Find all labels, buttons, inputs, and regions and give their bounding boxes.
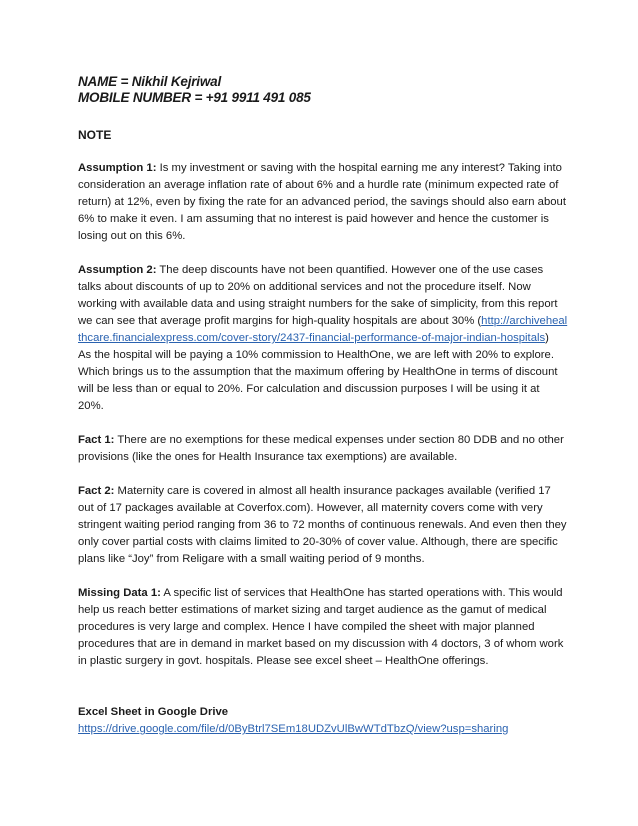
assumption-1-text: Is my investment or saving with the hospital earning me any interest? Taking into consideration an average inflation rate of about 6% and a hurdle rate (minimum expected rate of return) at 12%, even by fixing the rate for an advanced period, the savings should also earn about 6% to make it even. I am assuming that no interest is paid however and hence the customer is losing out on this 6%. (78, 162, 566, 242)
assumption-2-text: The deep discounts have not been quantified. However one of the use cases talks about discounts of up to 20% on additional services and not the procedure itself. Now working with available data and using straight numbers for the sake of simplicity, from this report we can see that average profit margins for high-quality hospitals are about 30% (78, 264, 558, 327)
link-open-paren: ( (477, 315, 482, 327)
assumption-1-paragraph (78, 160, 568, 245)
assumption-1-label: Assumption 1: (78, 162, 157, 174)
document-page (78, 74, 568, 738)
google-drive-link[interactable]: https://drive.google.com/file/d/0ByBtrl7SEm18UDZvUlBwWTdTbzQ/view?usp=sharing (78, 723, 509, 735)
fact-1-text: There are no exemptions for these medical expenses under section 80 DDB and no other provisions (like the ones for Health Insurance tax exemptions) are available. (78, 434, 564, 463)
fact-1-label: Fact 1: (78, 434, 115, 446)
fact-1-paragraph (78, 432, 568, 466)
link-close-paren: ) (545, 332, 549, 344)
note-heading: NOTE (78, 128, 112, 142)
missing-data-1-label: Missing Data 1: (78, 587, 161, 599)
fact-2-text: Maternity care is covered in almost all health insurance packages available (verified 17 out of 17 packages available at Coverfox.com). However, all maternity covers come with very stringent waiting period ranging from 36 to 72 months of continuous renewals. And even then they only cover partial costs with claims limited to 20-30% of cover value. Although, there are specific plans like “Joy” from Religare with a small waiting period of 9 months. (78, 485, 567, 565)
assumption-2-paragraph (78, 262, 568, 347)
missing-data-1-paragraph (78, 585, 568, 670)
mobile-line: MOBILE NUMBER = +91 9911 491 085 (78, 90, 311, 105)
financial-express-link[interactable]: http://archivehealthcare.financialexpress.com/cover-story/2437-financial-performance-of-major-indian-hospitals (78, 315, 568, 344)
fact-2-paragraph (78, 483, 568, 568)
fact-2-label: Fact 2: (78, 485, 115, 497)
excel-sheet-heading-text: Excel Sheet in Google Drive (78, 706, 229, 718)
missing-data-1-text: A specific list of services that HealthOne has started operations with. This would help us reach better estimations of market sizing and target audience as the gamut of medical procedures is very large and complex. Hence I have compiled the sheet with major planned procedures that are in demand in market based on my discussion with 4 doctors, 3 of whom work in plastic surgery in govt. hospitals. Please see excel sheet – HealthOne offerings. (78, 587, 564, 667)
excel-sheet-link-line (78, 721, 568, 738)
excel-sheet-heading (78, 704, 568, 721)
assumption-2-continuation: As the hospital will be paying a 10% commission to HealthOne, we are left with 20% to explore. Which brings us to the assumption that the maximum offering by HealthOne in terms of discount will be less than or equal to 20%. For calculation and discussion purposes I will be using it at 20%. (78, 349, 558, 412)
name-line: NAME = Nikhil Kejriwal (78, 74, 222, 89)
assumption-2-label: Assumption 2: (78, 264, 157, 276)
